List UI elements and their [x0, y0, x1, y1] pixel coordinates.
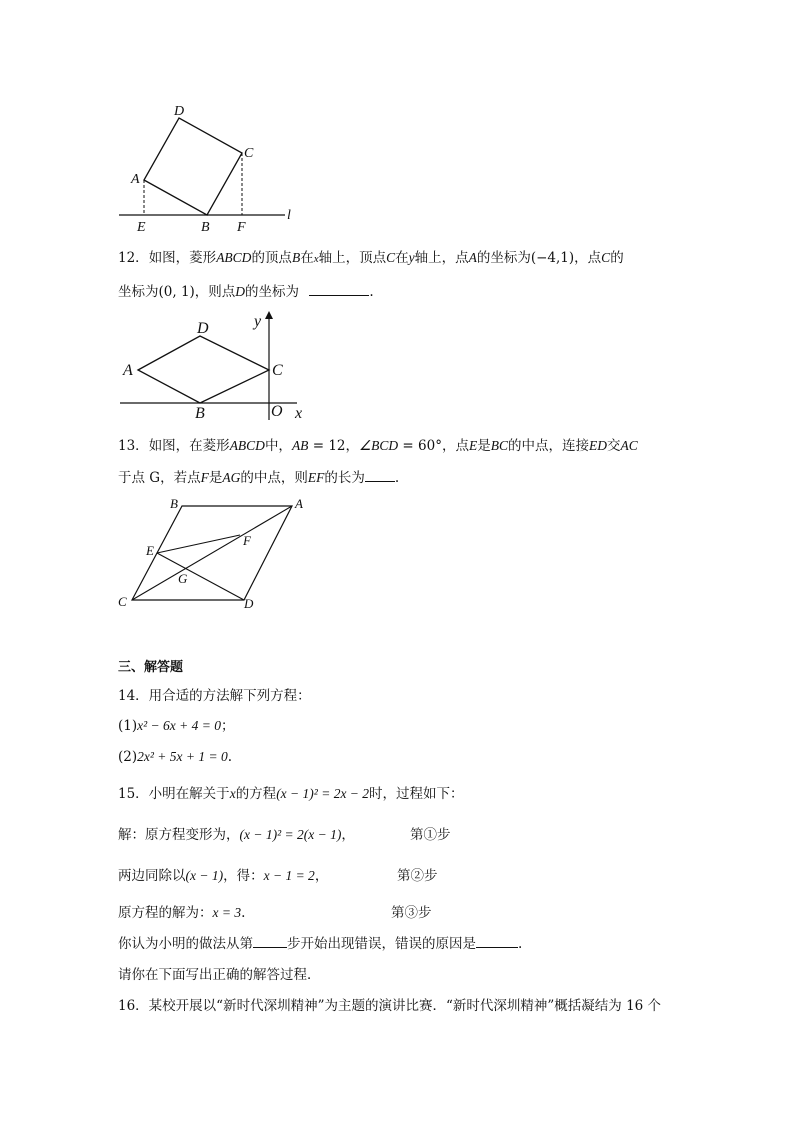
label-o: O — [271, 403, 283, 420]
label-d: D — [197, 320, 209, 337]
question-12-line2: 坐标为(0, 1)，则点D的坐标为 . — [118, 284, 374, 300]
question-13-line1: 13．如图，在菱形ABCD中，AB = 12，∠BCD = 60°，点E是BC的中点，连接ED交AC — [118, 438, 638, 454]
label-a: A — [131, 172, 140, 187]
label-l: l — [287, 208, 291, 223]
label-a: A — [123, 362, 133, 379]
label-d: D — [174, 104, 185, 119]
label-e: E — [137, 220, 146, 235]
question-13-line2: 于点 G，若点F是AG的中点，则EF的长为 . — [118, 470, 400, 486]
answer-blank-15a — [253, 935, 287, 948]
solution-step-2: 两边同除以(x − 1)，得：x − 1 = 2， — [118, 868, 329, 884]
label-e: E — [146, 543, 154, 558]
label-b: B — [201, 220, 210, 235]
label-c: C — [118, 594, 127, 609]
question-15-stem: 15．小明在解关于x的方程(x − 1)² = 2x − 2时，过程如下： — [118, 786, 464, 802]
question-15-ask: 你认为小明的做法从第 步开始出现错误，错误的原因是 . — [118, 936, 523, 952]
figure-square-on-line — [112, 98, 312, 238]
figure-rhombus-axes — [112, 308, 322, 428]
label-x: x — [295, 405, 303, 422]
label-c: C — [244, 146, 254, 161]
label-d: D — [244, 596, 254, 611]
label-c: C — [272, 362, 283, 379]
solution-step-3: 原方程的解为：x = 3. — [118, 905, 246, 921]
question-14-part1: (1)x² − 6x + 4 = 0； — [118, 718, 235, 734]
question-14-part2: (2)2x² + 5x + 1 = 0. — [118, 749, 233, 765]
question-15-instruction: 请你在下面写出正确的解答过程． — [118, 967, 321, 983]
question-16-stem: 16．某校开展以“新时代深圳精神”为主题的演讲比赛．“新时代深圳精神”概括凝结为 16 个 — [118, 998, 662, 1014]
step-2-label: 第②步 — [397, 868, 438, 884]
label-b: B — [195, 405, 205, 422]
question-14-stem: 14．用合适的方法解下列方程： — [118, 688, 311, 704]
label-a: A — [295, 496, 303, 511]
question-12-line1: 12．如图，菱形ABCD的顶点B在x轴上，顶点C在y轴上，点A的坐标为(−4,1)，点C的 — [118, 250, 624, 266]
label-f: F — [243, 533, 251, 548]
step-1-label: 第①步 — [410, 827, 451, 843]
figure-rhombus-diagonals — [112, 492, 322, 617]
answer-blank-12 — [309, 283, 369, 296]
label-f: F — [237, 220, 246, 235]
solution-step-1: 解：原方程变形为，(x − 1)² = 2(x − 1)， — [118, 827, 355, 843]
answer-blank-13 — [365, 469, 395, 482]
label-b: B — [170, 496, 178, 511]
answer-blank-15b — [476, 935, 518, 948]
label-y: y — [254, 313, 262, 330]
label-g: G — [178, 571, 188, 586]
step-3-label: 第③步 — [391, 905, 432, 921]
section-heading: 三、解答题 — [118, 660, 184, 675]
